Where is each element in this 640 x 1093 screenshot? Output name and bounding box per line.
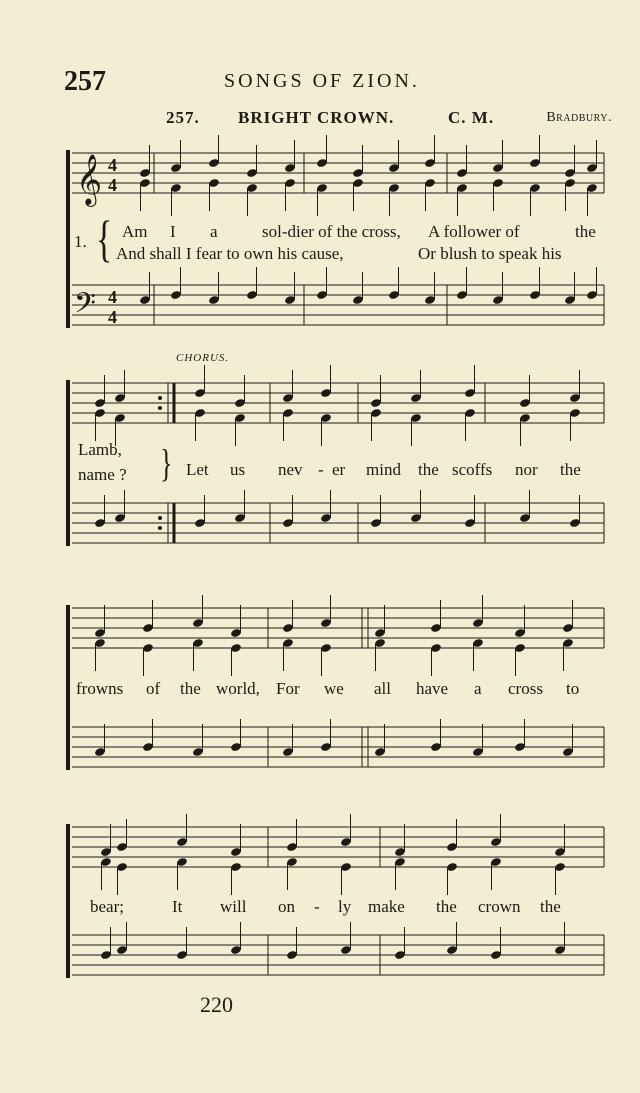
footer-page-number: 220: [200, 992, 233, 1017]
lyric-s3-w10: cross: [508, 679, 543, 698]
page-number: 257: [64, 66, 106, 97]
lyric-s3-w7: all: [374, 679, 391, 698]
lyric-s3-w6: we: [324, 679, 344, 698]
lyric-s1-l2-w2: Or blush to speak his: [418, 244, 562, 263]
hymn-title: BRIGHT CROWN.: [238, 108, 395, 127]
hymn-composer: Bradbury.: [546, 110, 612, 125]
bass-clef: [74, 287, 96, 327]
lyric-s1-l1-w4: sol-dier of the cross,: [262, 222, 401, 241]
chorus-label: CHORUS.: [176, 352, 230, 364]
lyric-s2-w9: nor: [515, 460, 538, 479]
lyric-s1-l1-w1: Am: [122, 222, 148, 241]
lyric-s4-w1: bear;: [90, 897, 124, 916]
lyric-s1-l1-w6: the: [575, 222, 596, 241]
lyric-s4-w7: make: [368, 897, 405, 916]
svg-text:𝄞: 𝄞: [76, 154, 103, 205]
lyric-s3-w5: For: [276, 679, 300, 698]
running-title: SONGS OF ZION.: [224, 70, 420, 92]
lyric-s3-w9: a: [474, 679, 482, 698]
lyric-s4-w8: the: [436, 897, 457, 916]
svg-text:4: 4: [108, 175, 117, 195]
lyric-s4-w4: on: [278, 897, 295, 916]
lyric-s2-w1: Let: [186, 460, 209, 479]
barlines: [68, 150, 604, 978]
staff-lines: [72, 153, 604, 975]
chorus-brace: }: [160, 442, 173, 486]
lyric-s4-w3: will: [220, 897, 247, 916]
treble-clef: [76, 154, 102, 207]
verse-brace: {: [96, 212, 113, 268]
lyric-s3-w1: frowns: [76, 679, 124, 698]
hymn-meter: C. M.: [448, 108, 495, 127]
svg-text:4: 4: [108, 287, 117, 307]
lyric-s3-w3: the: [180, 679, 201, 698]
lyric-s2-w8: scoffs: [452, 460, 493, 479]
lyric-s2-w10: the: [560, 460, 581, 479]
hymn-number: 257.: [166, 108, 200, 127]
lyric-s3-w4: world,: [216, 679, 260, 698]
lyric-s4-w2: It: [172, 897, 183, 916]
lyric-s4-w10: the: [540, 897, 561, 916]
lyric-s1-l1-w3: a: [210, 222, 218, 241]
verse-number: 1.: [74, 232, 87, 251]
svg-text:𝄢: 𝄢: [74, 287, 96, 327]
lyric-s1-l1-w5: A follower of: [428, 222, 520, 241]
lyric-s4-w5: -: [314, 897, 320, 916]
lyric-s3-w2: of: [146, 679, 161, 698]
lyric-s2-name: name ?: [78, 465, 127, 484]
lyric-s2-lamb: Lamb,: [78, 440, 122, 459]
lyric-s2-w3: nev: [278, 460, 303, 479]
lyric-s3-w11: to: [566, 679, 580, 698]
lyric-s2-w6: mind: [366, 460, 401, 479]
lyric-s1-l2-w1: And shall I fear to own his cause,: [116, 244, 344, 263]
lyric-s4-w6: ly: [338, 897, 352, 916]
svg-text:4: 4: [108, 155, 117, 175]
svg-text:4: 4: [108, 307, 117, 327]
lyric-s3-w8: have: [416, 679, 449, 698]
lyric-s2-w2: us: [230, 460, 246, 479]
lyric-s1-l1-w2: I: [170, 222, 176, 241]
lyric-s2-w5: er: [332, 460, 346, 479]
lyric-s4-w9: crown: [478, 897, 521, 916]
lyric-s2-w4: -: [318, 460, 324, 479]
lyric-s2-w7: the: [418, 460, 439, 479]
